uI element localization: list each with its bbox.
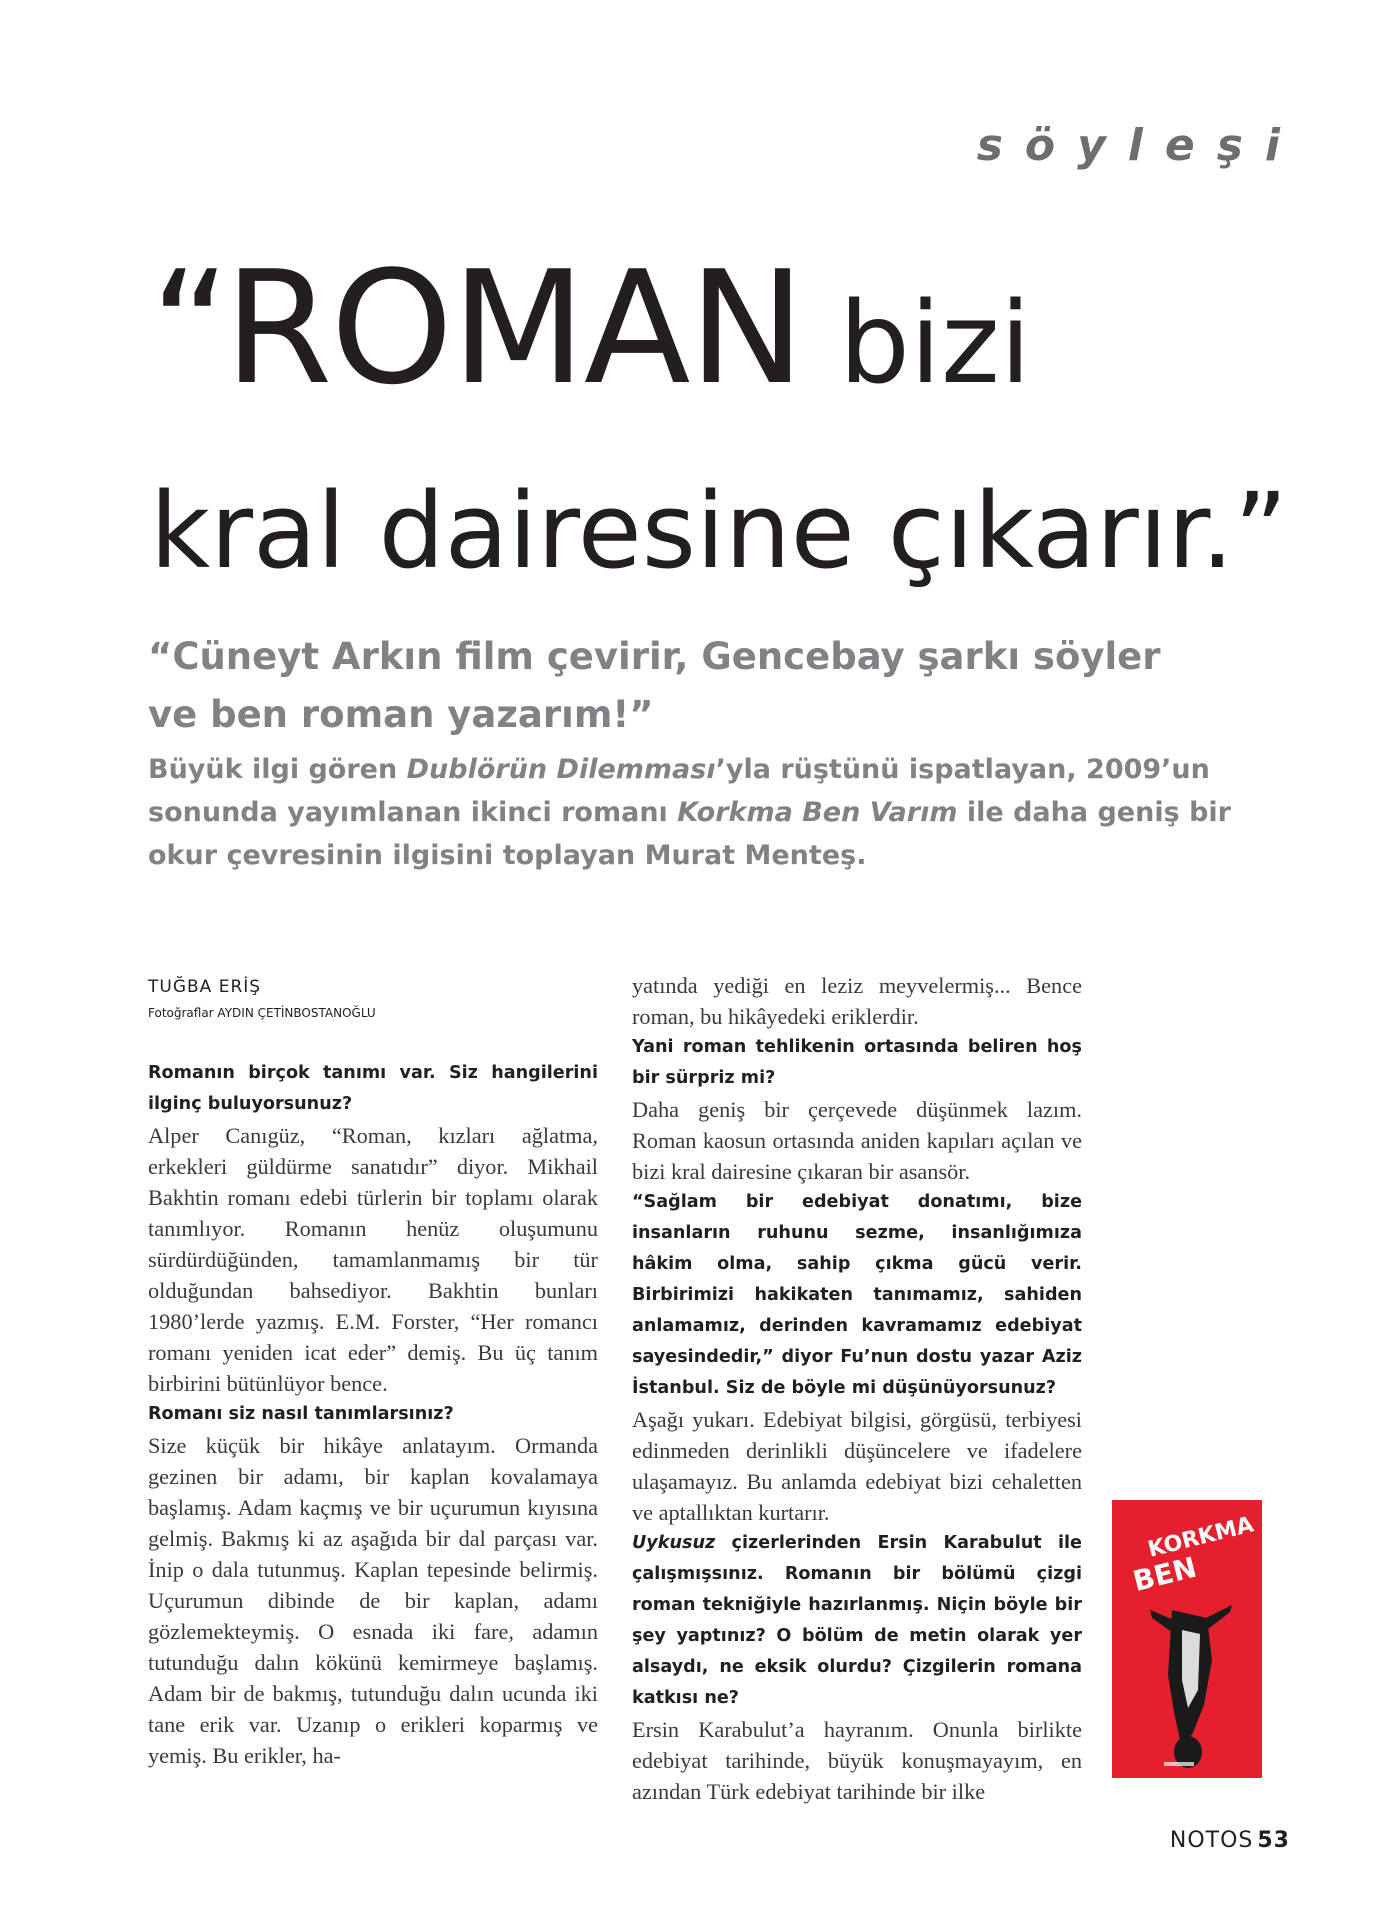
intro-book-title-1: Dublörün Dilemması	[406, 754, 716, 785]
subhead-quote-line-2: ve ben roman yazarım!”	[148, 693, 654, 736]
headline-word-roman: ROMAN	[224, 237, 804, 419]
answer-5: Ersin Karabulut’a hayranım. Onunla birlikte edebiyat tarihinde, büyük konuşmayayım, en azından Türk edebiyat tarihinde bir ilke	[632, 1717, 1082, 1804]
answer-2: Size küçük bir hikâye anlatayım. Ormanda gezinen bir adamı, bir kaplan kovalamaya başlamış. Adam kaçmış ve bir uçurumun kıyısına gelmiş. Bakmış ki az aşağıda bir dal parçası var. İnip o dala tutunmuş. Kaplan tepesinde belirmiş. Uçurumun dibinde de bir kaplan, adamı gözlemekteymiş. O esnada iki fare, adamın tutunduğu dalın kökünü kemirmeye başlamış. Adam bir de bakmış, tutunduğu dalın ucunda iki tane erik var. Uzanıp o erikleri koparmış ve yemiş. Bu erikler, ha-	[148, 1433, 598, 1768]
headline-word-bizi: bizi	[803, 279, 1031, 409]
answer-1: Alper Canıgüz, “Roman, kızları ağlatma, erkekleri güldürme sanatıdır” diyor. Mikhail Bakhtin romanı edebi türlerin bir toplamı olarak tanımlıyor. Romanın henüz oluşumunu sürdürdüğünden, tamamlanmamış bir tür olduğundan bahsediyor. Bakhtin bunları 1980’lerde yazmış. E.M. Forster, “Her romancı romanı yeniden icat eder” demiş. Bu üç tanım birbirini bütünlüyor bence.	[148, 1123, 598, 1396]
page-number: 53	[1257, 1828, 1290, 1853]
question-5	[632, 1528, 1082, 1714]
author-byline: TUĞBA ERİŞ	[148, 977, 262, 997]
answer-3: Daha geniş bir çerçevede düşünmek lazım. Roman kaosun ortasında aniden kapıları açılan ve bizi kral dairesine çıkaran bir asansör.	[632, 1097, 1082, 1184]
intro-book-title-2: Korkma Ben Varım	[677, 797, 958, 828]
book-title-top: KORKMA	[1145, 1512, 1257, 1563]
magazine-name: NOTOS	[1169, 1828, 1254, 1853]
question-3: Yani roman tehlikenin ortasında beliren hoş bir sürpriz mi?	[632, 1037, 1082, 1088]
page-folio	[1170, 1828, 1290, 1853]
book-title-bottom: BEN	[1129, 1550, 1200, 1599]
answer-4: Aşağı yukarı. Edebiyat bilgisi, görgüsü, terbiyesi edinmeden derinlikli düşüncelere ve ifadelere ulaşamayız. Bu anlamda edebiyat bizi cehaletten ve aptallıktan kurtarır.	[632, 1407, 1082, 1525]
question-5-text: çizerlerinden Ersin Karabulut ile çalışmışsınız. Romanın bir bölümü çizgi roman tekniğiyle hazırlanmış. Niçin böyle bir şey yaptınız? O bölüm de metin olarak yer alsaydı, ne eksik olurdu? Çizgilerin romana katkısı ne?	[632, 1533, 1082, 1708]
question-5-title: Uykusuz	[632, 1533, 716, 1553]
intro-text-2: ’yla rüştünü ispatlayan, 2009’un sonunda yayımlanan ikinci romanı	[148, 754, 1210, 828]
subhead-quote-line-1: “Cüneyt Arkın film çevirir, Gencebay şarkı söyler	[148, 635, 1161, 678]
book-cover-art	[1112, 1500, 1262, 1778]
headline-open-quote: “	[150, 237, 225, 419]
photo-credit: Fotoğraflar AYDIN ÇETİNBOSTANOĞLU	[148, 1006, 376, 1020]
headline-line-1	[150, 237, 1310, 451]
book-cover-image	[1112, 1500, 1262, 1778]
subhead	[148, 628, 1248, 877]
question-2: Romanı siz nasıl tanımlarsınız?	[148, 1404, 454, 1424]
left-column	[148, 972, 598, 1771]
answer-2-continued: yatında yediği en leziz meyvelermiş... Bence roman, bu hikâyedeki eriklerdir.	[632, 973, 1082, 1029]
question-4: “Sağlam bir edebiyat donatımı, bize insanların ruhunu sezme, insanlığımıza hâkim olma, sahip çıkma gücü verir. Birbirimizi hakikaten tanımamız, sahiden anlamamız, derinden kavramamız edebiyat sayesindedir,” diyor Fu’nun dostu yazar Aziz İstanbul. Siz de böyle mi düşünüyorsunuz?	[632, 1192, 1082, 1398]
question-1: Romanın birçok tanımı var. Siz hangilerini ilginç buluyorsunuz?	[148, 1063, 598, 1114]
intro-text-3: ile daha geniş bir okur çevresinin ilgisini toplayan Murat Menteş.	[148, 797, 1231, 871]
intro-text-1: Büyük ilgi gören	[148, 754, 407, 785]
subhead-intro	[148, 748, 1248, 877]
headline	[150, 237, 1310, 611]
headline-line-2: kral dairesine çıkarır.”	[150, 470, 1288, 592]
section-label: söyleşi	[976, 120, 1302, 171]
right-column	[632, 970, 1082, 1807]
